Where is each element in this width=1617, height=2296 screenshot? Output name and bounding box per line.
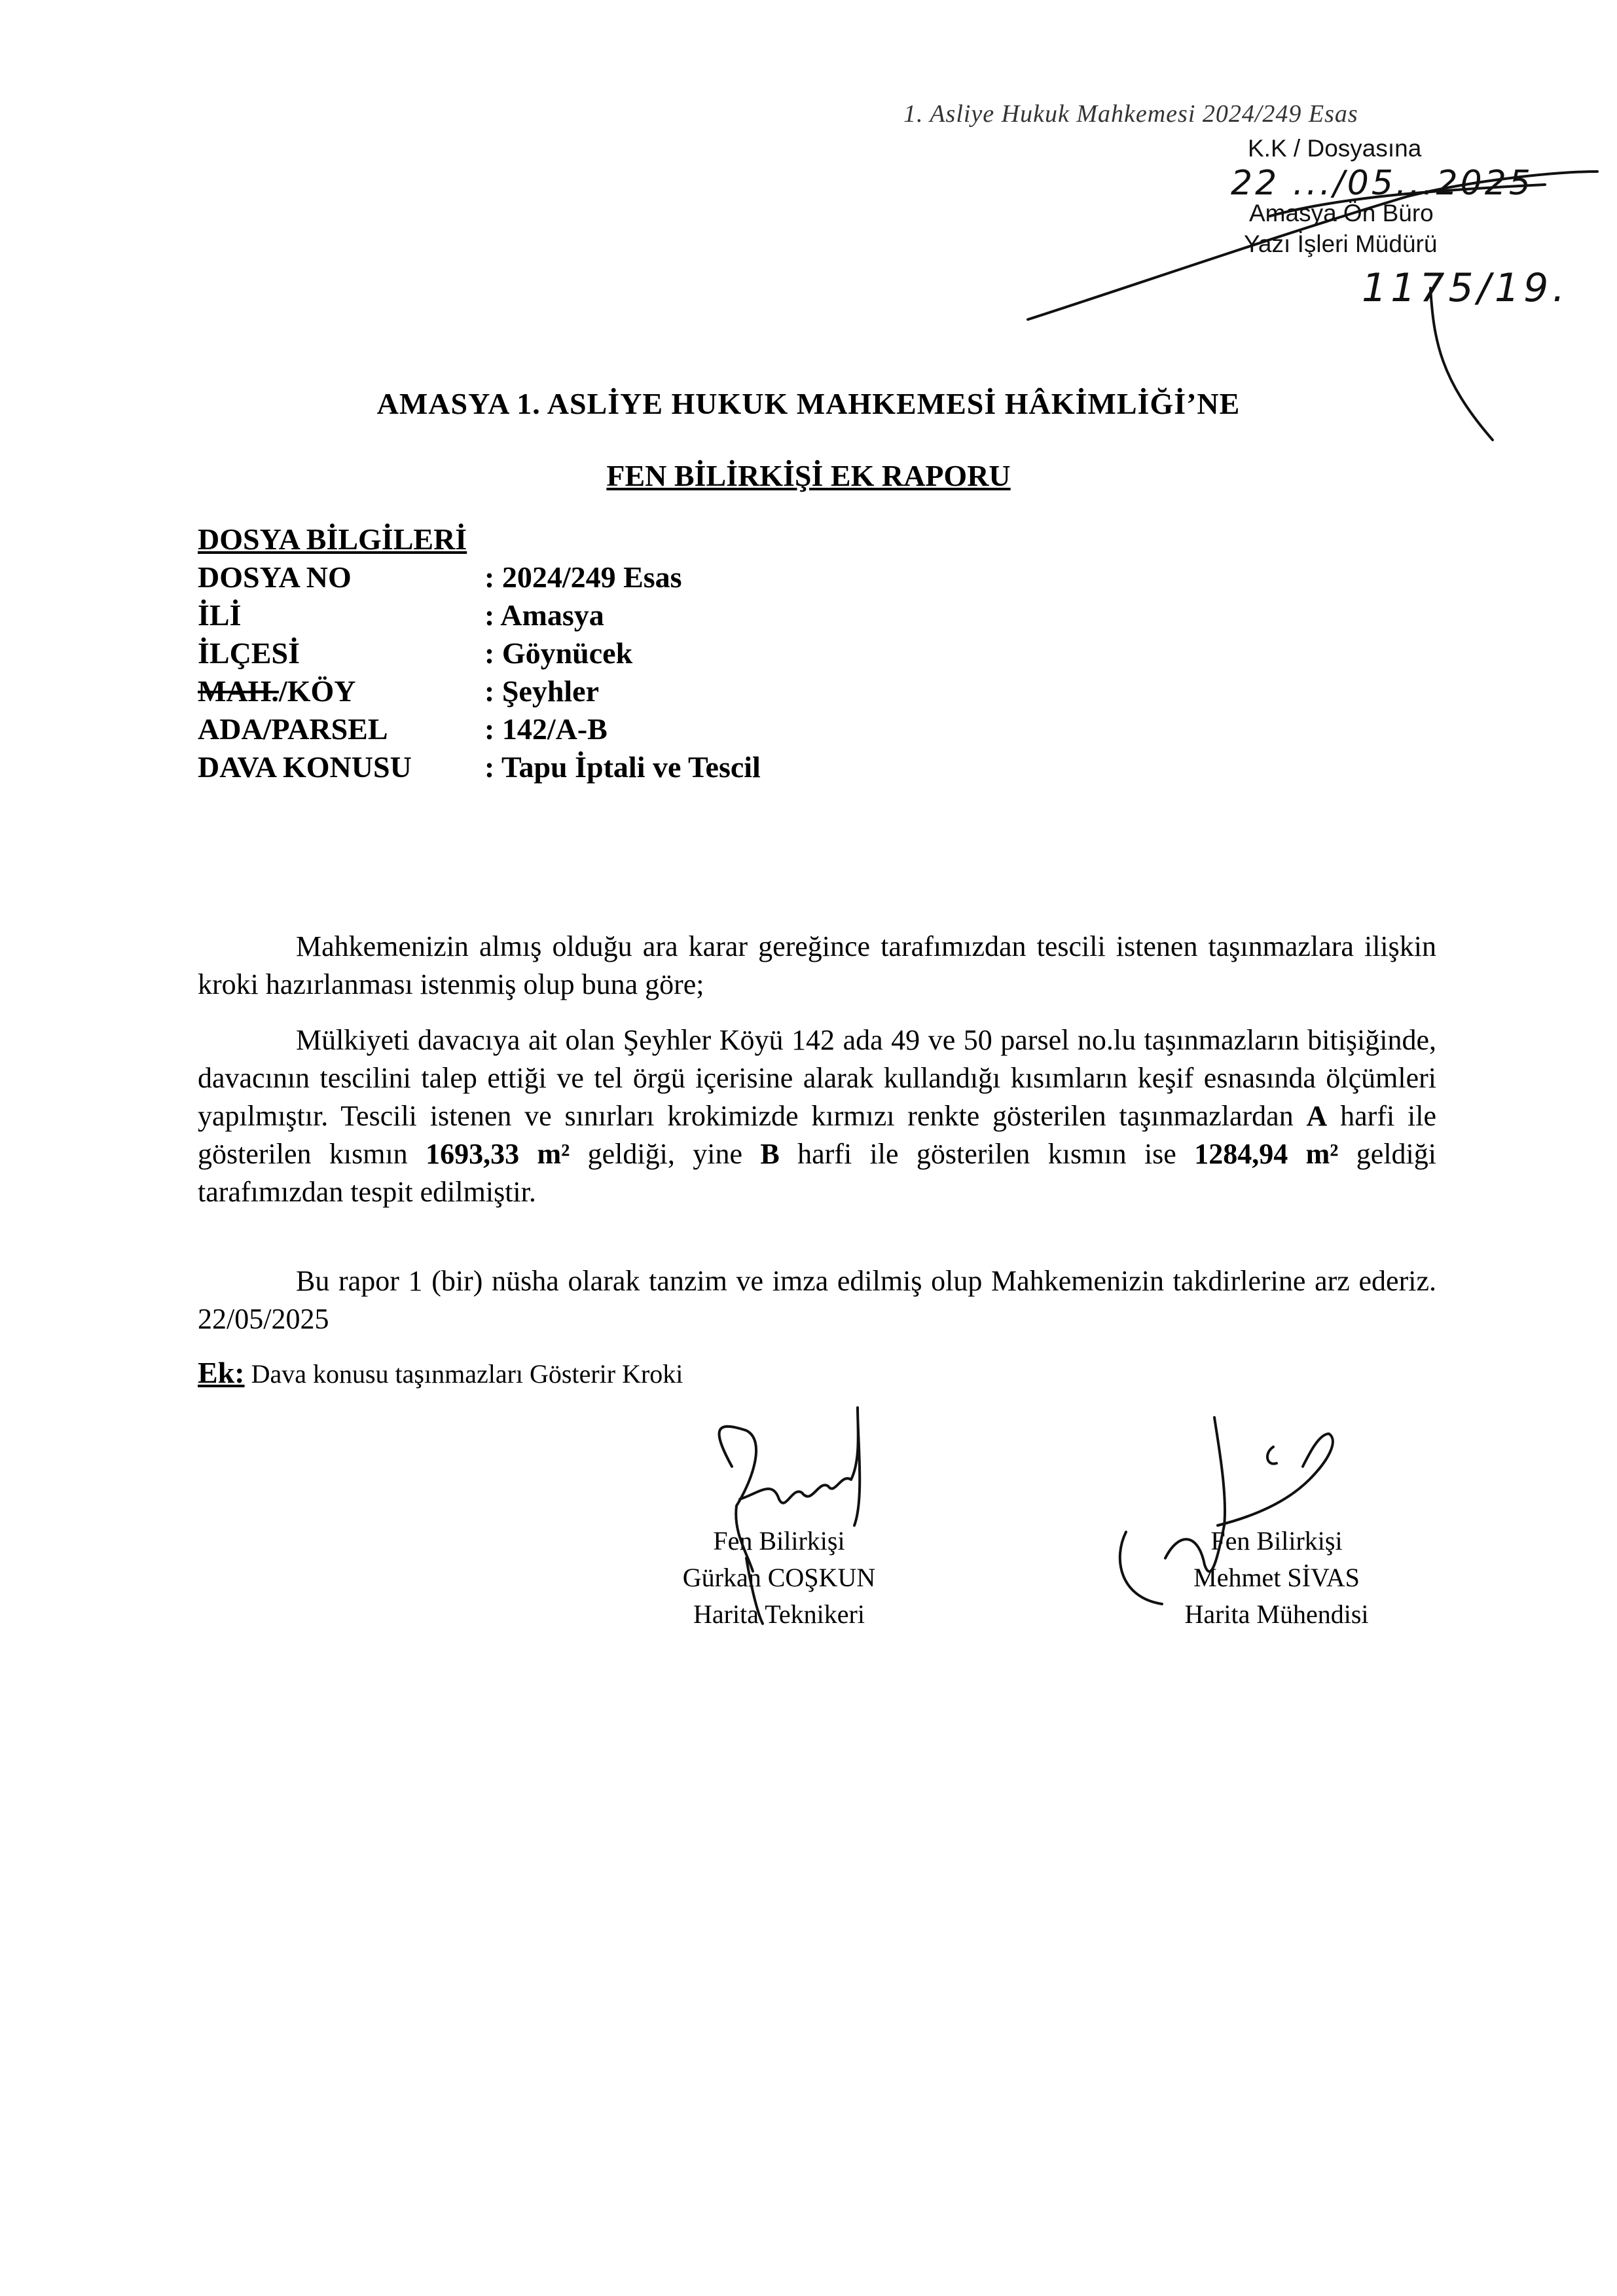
stamp-tail-line [1430, 288, 1493, 440]
findings-text-4: harfi ile gösterilen kısmın ise [779, 1138, 1195, 1170]
attachment-label: Ek: [198, 1356, 245, 1389]
attachment-text: Dava konusu taşınmazları Gösterir Kroki [244, 1359, 683, 1389]
paragraph-closing-text: Bu rapor 1 (bir) nüsha olarak tanzim ve imza edilmiş olup Mahkemenizin takdirlerine arz ederiz. 22/05/2025 [198, 1265, 1436, 1335]
file-info-label: DOSYA NO [198, 560, 352, 594]
stamp-date-handwritten: 22 .../05...2025 [1231, 164, 1533, 203]
signer-title: Harita Teknikeri [693, 1599, 865, 1629]
signer-role: Fen Bilirkişi [713, 1526, 845, 1556]
signer-name: Gürkan COŞKUN [682, 1563, 876, 1592]
letter-b: B [760, 1138, 780, 1170]
area-b: 1284,94 m² [1194, 1138, 1339, 1170]
file-info-value: : Tapu İptali ve Tescil [484, 750, 761, 784]
stamp-sweep-line [1028, 172, 1597, 319]
file-info-value: : 2024/249 Esas [484, 560, 682, 594]
file-info-label: İLİ [198, 598, 242, 632]
signer-name: Mehmet SİVAS [1193, 1563, 1360, 1592]
findings-text-1: Mülkiyeti davacıya ait olan Şeyhler Köyü 142 ada 49 ve 50 parsel no.lu taşınmazların bitişiğinde, davacının tescilini talep ettiği ve tel örgü içerisine alarak kullandığı kısımların keşif esnasında ölçümleri yapılmıştır. Tescili istenen ve sınırları krokimizde kırmızı renkte gösterilen taşınmazlardan [198, 1024, 1436, 1132]
file-info-label: DAVA KONUSU [198, 750, 412, 784]
signer-title: Harita Mühendisi [1184, 1599, 1369, 1629]
struck-label: MAH. [198, 674, 279, 708]
file-info-value: : 142/A-B [484, 712, 608, 746]
findings-text-3: geldiği, yine [570, 1138, 761, 1170]
court-heading: AMASYA 1. ASLİYE HUKUK MAHKEMESİ HÂKİMLİĞİ’NE [376, 387, 1241, 420]
file-info-value: : Şeyhler [484, 674, 600, 708]
stamp-line-office: Amasya Ön Büro [1249, 200, 1434, 227]
letter-a: A [1306, 1100, 1328, 1132]
file-info-value: : Amasya [484, 598, 604, 632]
paragraph-intro-text: Mahkemenizin almış olduğu ara karar gereğince tarafımızdan tescili istenen taşınmazlara ilişkin kroki hazırlanması istenmiş olup buna göre; [198, 930, 1436, 1000]
file-info-value: : Göynücek [484, 636, 633, 670]
area-a: 1693,33 m² [426, 1138, 570, 1170]
file-info-label: ADA/PARSEL [198, 712, 388, 746]
stamp-line-clerk: Yazı İşleri Müdürü [1244, 230, 1438, 257]
stamp-line-kk: K.K / Dosyasına [1248, 135, 1422, 162]
file-info-heading: DOSYA BİLGİLERİ [198, 522, 467, 556]
signer-role: Fen Bilirkişi [1210, 1526, 1343, 1556]
stamp-file-reference: 1. Asliye Hukuk Mahkemesi 2024/249 Esas [903, 100, 1358, 128]
report-title: FEN BİLİRKİŞİ EK RAPORU [606, 459, 1011, 492]
stamp-sweep-line-2 [1270, 185, 1545, 216]
signature-mehmet [1120, 1417, 1333, 1604]
file-info-label: İLÇESİ [198, 636, 300, 670]
findings-text-5: geldiği tarafımızdan tespit edilmiştir. [198, 1138, 1436, 1208]
findings-text-2: harfi ile gösterilen kısmın [198, 1100, 1436, 1170]
signature-gurkan [719, 1408, 860, 1624]
label-suffix: /KÖY [278, 674, 356, 708]
stamp-number-handwritten: 1175/19. [1362, 265, 1569, 311]
